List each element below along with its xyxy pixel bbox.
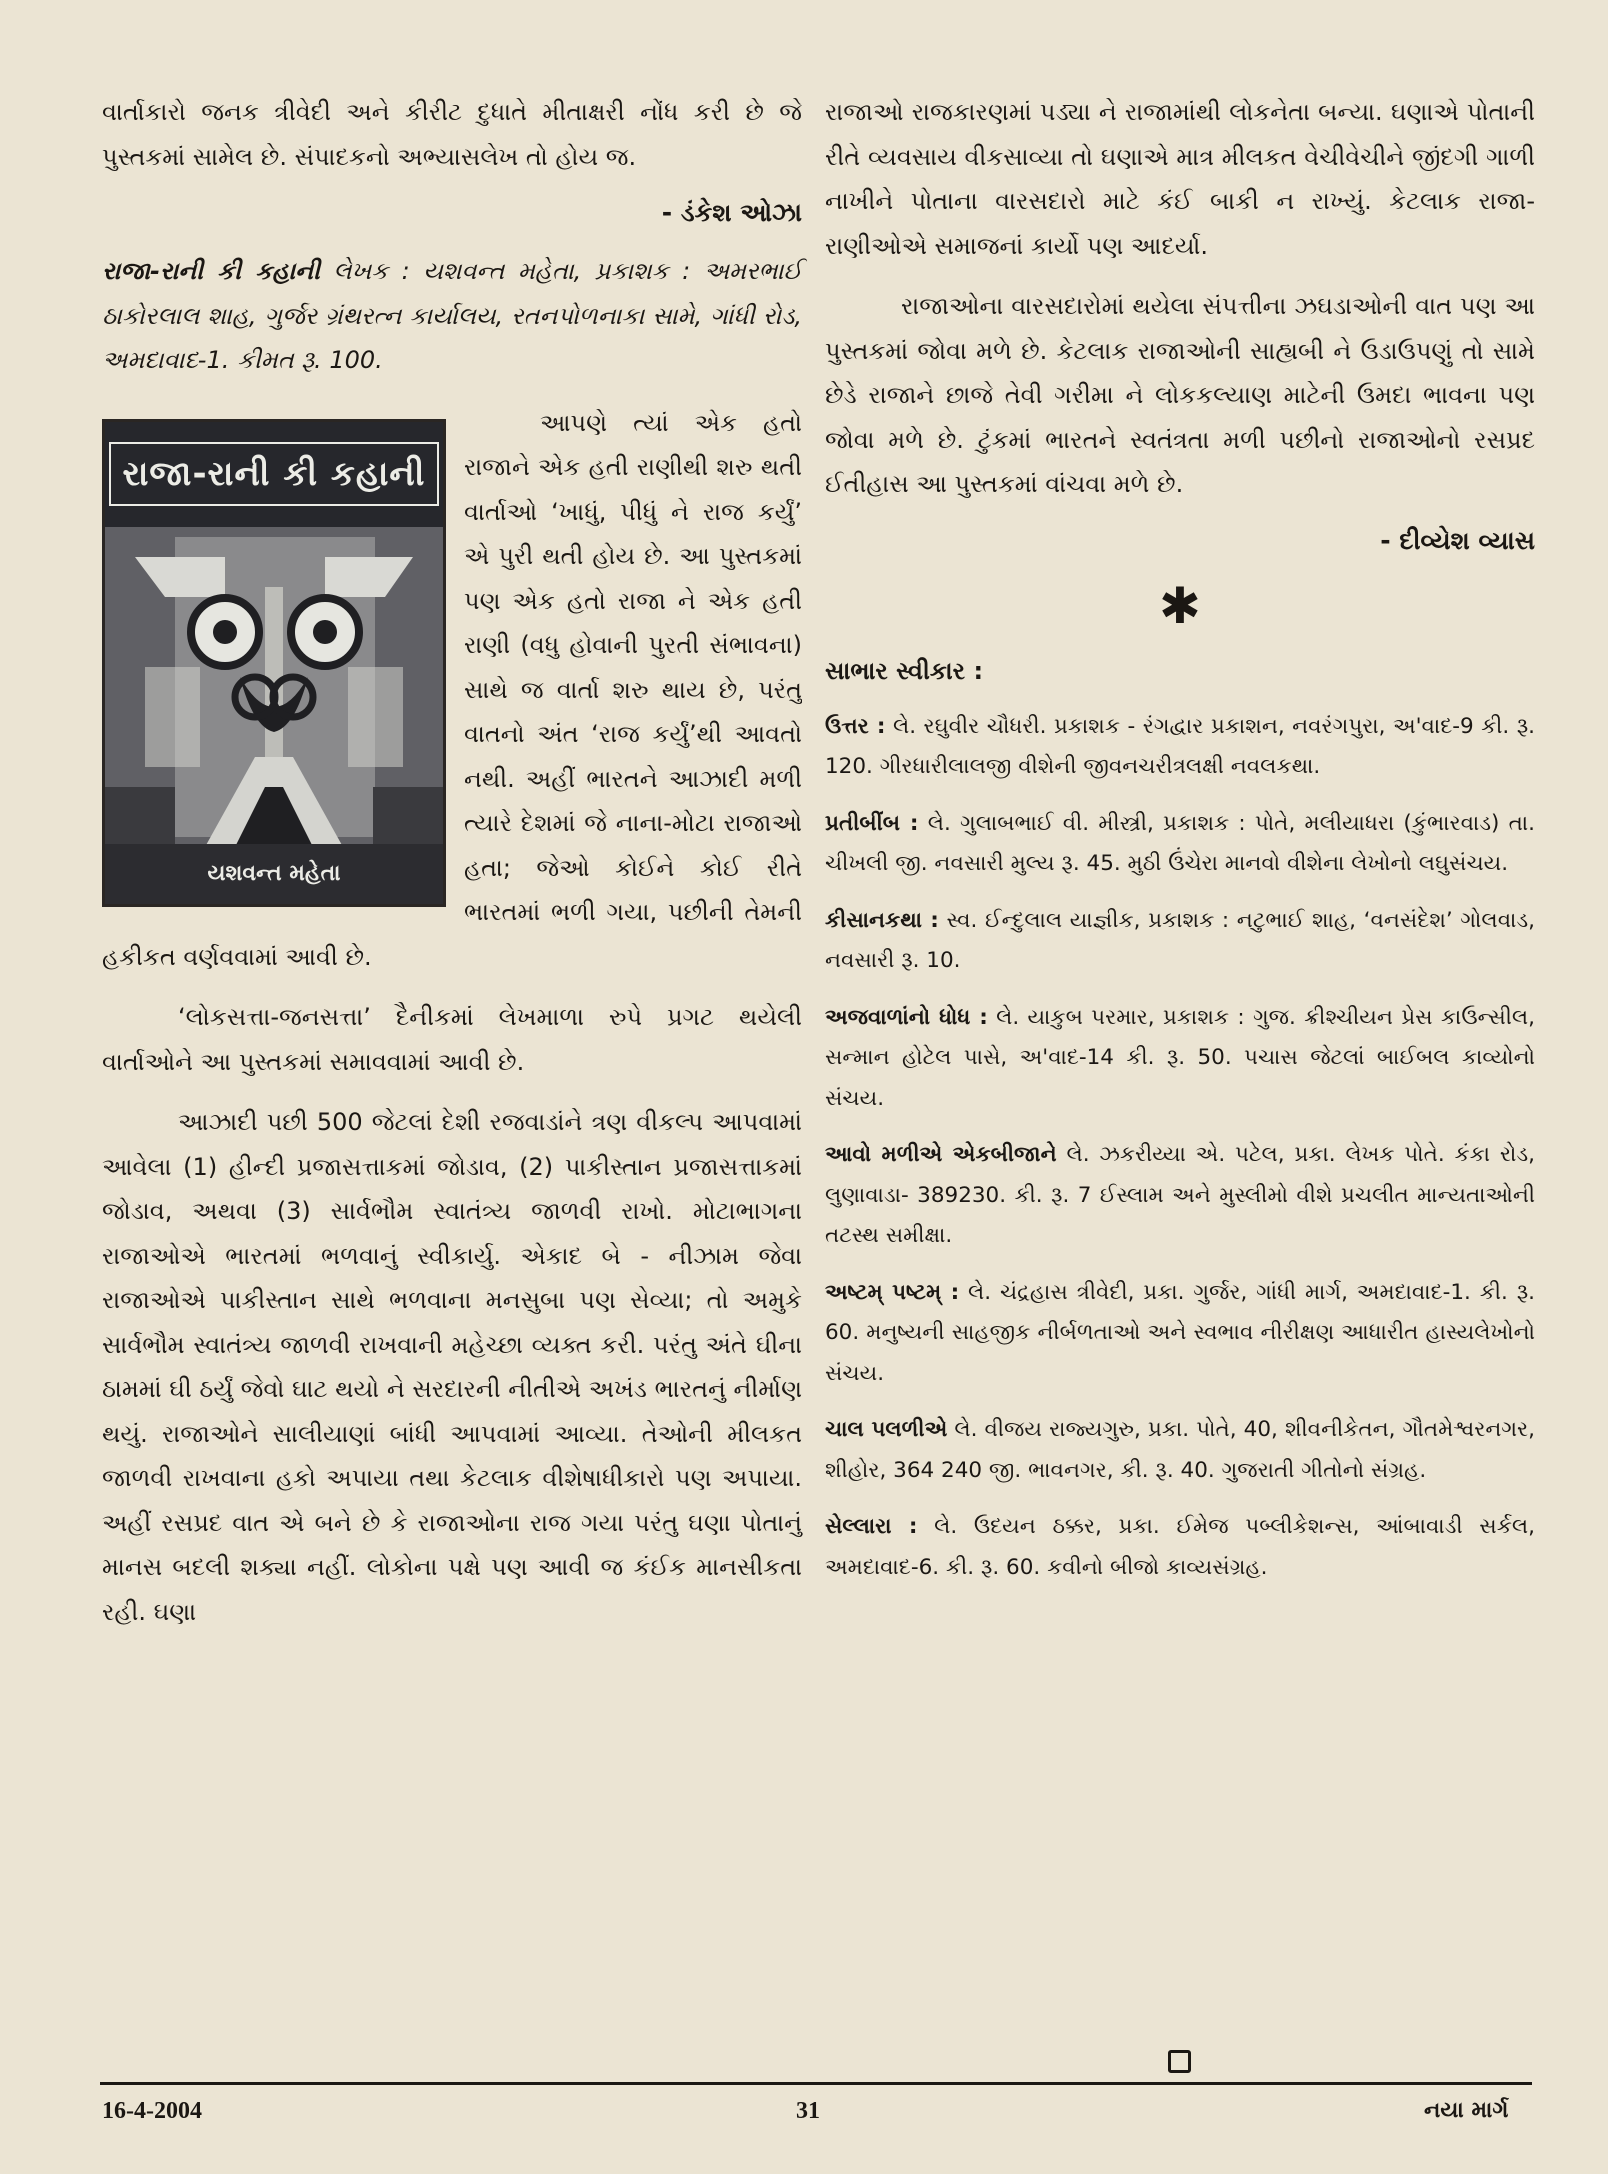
ack-text: લે. ઝકરીય્યા એ. પટેલ, પ્રકા. લેખક પોતે. કંકા રોડ, લુણાવાડા- 389230. કી. રૂ. 7 ઈસ્લામ અને મુસ્લીમો વીશે પ્રચલીત માન્યતાઓની તટસ્થ સમીક્ષા. (825, 1142, 1535, 1248)
cover-author-band (105, 844, 443, 904)
article-end-mark (1168, 2050, 1191, 2073)
ack-title: કીસાનકથા : (825, 907, 939, 933)
review-continuation: રાજાઓ રાજકારણમાં પડ્યા ને રાજામાંથી લોકનેતા બન્યા. ઘણાએ પોતાની રીતે વ્યવસાય વીકસાવ્યા તો ઘણાએ માત્ર મીલકત વેચીવેચીને જીંદગી ગાળી નાખીને પોતાના વારસદારો માટે કંઈ બાકી ન રાખ્યું. કેટલાક રાજા-રાણીઓએ સમાજનાં કાર્યો પણ આદર્યા. (825, 98, 1535, 260)
section-separator-asterisk: ✱ (1159, 576, 1201, 635)
book-heading (102, 249, 802, 383)
acknowledgement-entry (825, 1273, 1535, 1395)
previous-review-ending: વાર્તાકારો જનક ત્રીવેદી અને કીરીટ દુધાતે મીતાક્ષરી નોંધ કરી છે જે પુસ્તકમાં સામેલ છે. સંપાદકનો અભ્યાસલેખ તો હોય જ. (102, 98, 802, 171)
cover-title-band (105, 422, 443, 527)
page-number: 31 (796, 2098, 820, 2124)
ack-text: લે. ઉદયન ઠક્કર, પ્રકા. ઈમેજ પબ્લીકેશન્સ, આંબાવાડી સર્કલ, અમદાવાદ-6. કી. રૂ. 60. કવીનો બીજો કાવ્યસંગ્રહ. (825, 1514, 1535, 1580)
book-details: લેખક : યશવન્ત મહેતા, પ્રકાશક : અમરભાઈ ઠાકોરલાલ શાહ, ગુર્જર ગ્રંથરત્ન કાર્યાલય, રતનપોળનાકા સામે, ગાંધી રોડ, અમદાવાદ-1. કીમત રૂ. 100. (102, 257, 802, 374)
ack-title: અજવાળાંનો ધોધ : (825, 1004, 988, 1030)
ack-title: ચાલ પલળીએ (825, 1417, 948, 1442)
right-column (825, 90, 1535, 1604)
ack-text: લે. રઘુવીર ચૌધરી. પ્રકાશક - રંગદ્વાર પ્રકાશન, નવરંગપુરા, અ'વાદ-9 કી. રૂ. 120. ગીરધારીલાલજી વીશેની જીવનચરીત્રલક્ષી નવલકથા. (825, 713, 1535, 779)
ack-text: લે. ચંદ્રહાસ ત્રીવેદી, પ્રકા. ગુર્જર, ગાંધી માર્ગ, અમદાવાદ-1. કી. રૂ. 60. મનુષ્યની સાહજીક નીર્બળતાઓ અને સ્વભાવ નીરીક્ષણ આધારીત હાસ્યલેખોનો સંચય. (825, 1279, 1535, 1386)
ack-title: આવો મળીએ એકબીજાને (825, 1142, 1057, 1167)
reviewer-signature-2: - દીવ્યેશ વ્યાસ (1380, 525, 1535, 555)
left-column (102, 90, 802, 1634)
acknowledgement-entry (825, 998, 1535, 1120)
cover-title: રાજા-રાની કી કહાની (109, 442, 440, 506)
ack-title: પ્રતીબીંબ : (825, 810, 919, 836)
acknowledgement-entry (825, 1410, 1535, 1491)
acknowledgement-entry (825, 707, 1535, 788)
cover-author: યશવન્ત મહેતા (207, 861, 341, 886)
acknowledgement-entry (825, 1135, 1535, 1257)
acknowledgement-entry (825, 901, 1535, 982)
review-paragraph-3: આઝાદી પછી 500 જેટલાં દેશી રજવાડાંને ત્રણ વીકલ્પ આપવામાં આવેલા (1) હીન્દી પ્રજાસત્તાકમાં જોડાવ, (2) પાકીસ્તાન પ્રજાસત્તાકમાં જોડાવ, અથવા (3) સાર્વભૌમ સ્વાતંત્ર્ય જાળવી રાખો. મોટાભાગના રાજાઓએ ભારતમાં ભળવાનું સ્વીકાર્યુ. એકાદ બે - નીઝામ જેવા રાજાઓએ પાકીસ્તાન સાથે ભળવાના મનસુબા પણ સેવ્યા; તો અમુકે સાર્વભૌમ સ્વાતંત્ર્ય જાળવી રાખવાની મહેચ્છા વ્યક્ત કરી. પરંતુ અંતે ઘીના ઠામમાં ઘી ઠર્યું જેવો ઘાટ થયો ને સરદારની નીતીએ અખંડ ભારતનું નીર્માણ થયું. રાજાઓને સાલીયાણાં બાંધી આપવામાં આવ્યા. તેઓની મીલકત જાળવી રાખવાના હકો અપાયા તથા કેટલાક વીશેષાધીકારો પણ અપાયા. અહીં રસપ્રદ વાત એ બને છે કે રાજાઓના રાજ ગયા પરંતુ ઘણા પોતાનું માનસ બદલી શક્યા નહીં. લોકોના પક્ષે પણ આવી જ કંઈક માનસીકતા રહી. ઘણા (102, 1108, 802, 1626)
acknowledgement-entry (825, 1507, 1535, 1588)
footer-date: 16-4-2004 (102, 2098, 202, 2124)
ack-text: લે. વીજય રાજ્યગુરુ, પ્રકા. પોતે, 40, શીવનીકેતન, ગૌતમેશ્વરનગર, શીહોર, 364 240 જી. ભાવનગર, કી. રૂ. 40. ગુજરાતી ગીતોનો સંગ્રહ. (825, 1417, 1535, 1483)
ack-text: સ્વ. ઈન્દુલાલ યાજ્ઞીક, પ્રકાશક : નટુભાઈ શાહ, ‘વનસંદેશ’ ગોલવાડ, નવસારી રૂ. 10. (825, 907, 1535, 973)
reviewer-signature-1: - ડંકેશ ઓઝા (661, 198, 802, 227)
ack-title: અષ્ટમ્ પષ્ટમ્ : (825, 1279, 960, 1305)
ack-text: લે. ગુલાબભાઈ વી. મીસ્ત્રી, પ્રકાશક : પોતે, મલીયાધરા (કુંભારવાડ) તા. ચીખલી જી. નવસારી મુલ્ય રૂ. 45. મુઠી ઉંચેરા માનવો વીશેના લેખોનો લઘુસંચય. (825, 810, 1535, 876)
book-title: રાજા-રાની કી કહાની (102, 257, 320, 285)
ack-text: લે. યાકુબ પરમાર, પ્રકાશક : ગુજ. ક્રીશ્ચીયન પ્રેસ કાઉન્સીલ, સન્માન હોટેલ પાસે, અ'વાદ-14 કી. રૂ. 50. પચાસ જેટલાં બાઈબલ કાવ્યોનો સંચય. (825, 1004, 1535, 1111)
magazine-name: નયા માર્ગ (1424, 2098, 1509, 2123)
book-cover-image (102, 419, 446, 907)
acknowledgements-list (825, 707, 1535, 1589)
review-paragraph-2: ‘લોકસત્તા-જનસત્તા’ દૈનીકમાં લેખમાળા રુપે પ્રગટ થયેલી વાર્તાઓને આ પુસ્તકમાં સમાવવામાં આવી છે. (102, 1003, 802, 1076)
review-paragraph-1: આપણે ત્યાં એક હતો રાજાને એક હતી રાણીથી શરુ થતી વાર્તાઓ ‘ખાધું, પીધું ને રાજ કર્યું’ એ પુરી થતી હોય છે. આ પુસ્તકમાં પણ એક હતો રાજા ને એક હતી રાણી (વધુ હોવાની પુરતી સંભાવના) સાથે જ વાર્તા શરુ થાય છે, પરંતુ વાતનો અંત ‘રાજ કર્યું’થી આવતો નથી. અહીં ભારતને આઝાદી મળી ત્યારે દેશમાં જે નાના-મોટા રાજાઓ હતા; જેઓ કોઈને કોઈ રીતે ભારતમાં ભળી ગયા, પછીની તેમની હકીકત વર્ણવવામાં આવી છે. (102, 408, 802, 971)
cover-illustration (105, 527, 443, 847)
review-paragraph-4: રાજાઓના વારસદારોમાં થયેલા સંપત્તીના ઝઘડાઓની વાત પણ આ પુસ્તકમાં જોવા મળે છે. કેટલાક રાજાઓની સાહ્યબી ને ઉડાઉપણું તો સામે છેડે રાજાને છાજે તેવી ગરીમા ને લોકકલ્યાણ માટેની ઉમદા ભાવના પણ જોવા મળે છે. ટુંકમાં ભારતને સ્વતંત્રતા મળી પછીનો રાજાઓનો રસપ્રદ ઈતીહાસ આ પુસ્તકમાં વાંચવા મળે છે. (825, 292, 1535, 498)
ack-title: ઉત્તર : (825, 713, 886, 739)
review-body (102, 401, 802, 980)
footer-rule (100, 2082, 1532, 2085)
ack-title: સેલ્લારા : (825, 1514, 918, 1539)
acknowledgements-heading: સાભાર સ્વીકાર : (825, 656, 984, 685)
acknowledgement-entry (825, 804, 1535, 885)
